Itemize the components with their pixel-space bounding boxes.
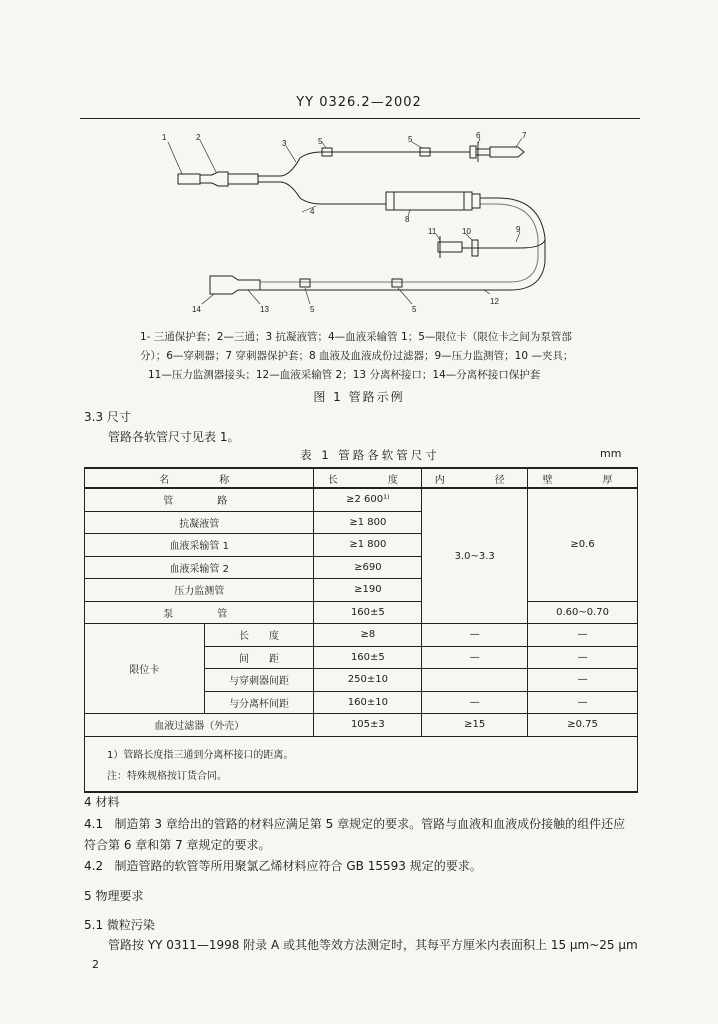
section-5-1-text: 管路按 YY 0311—1998 附录 A 或其他等效方法测定时，其每平方厘米内表面积上 15 μm~25 μm	[108, 938, 638, 952]
table-note: 注：特殊规格按订货合同。	[85, 764, 638, 792]
callout-10: 10	[462, 227, 471, 236]
figure-caption: 图 1 管路示例	[313, 390, 405, 404]
page-number: 2	[92, 958, 99, 971]
table-row: 管 路 ≥2 600¹⁾ 3.0~3.3 ≥0.6	[85, 488, 638, 511]
clamp-lower-2	[392, 279, 402, 287]
callout-4: 4	[310, 207, 315, 216]
legend-line: 11—压力监测器接头；12—血液采输管 2；13 分离杯接口；14—分离杯接口保护套	[148, 369, 541, 381]
callout-9: 9	[516, 225, 521, 234]
spike-flange	[470, 146, 476, 158]
pressure-line	[462, 240, 545, 248]
callout-6: 6	[476, 131, 481, 140]
table-row: 血液采输管 1 ≥1 800	[85, 534, 638, 557]
callout-5b: 5	[408, 135, 413, 144]
filter-body	[386, 192, 472, 210]
table-unit: mm	[600, 447, 622, 460]
section-3-3-text: 管路各软管尺寸见表 1。	[108, 430, 240, 444]
table-caption: 表 1 管路各软管尺寸	[300, 448, 440, 462]
table-row: 限位卡 长 度 ≥8 — —	[85, 624, 638, 647]
tee-connector-part	[228, 174, 258, 184]
table-note-row	[85, 764, 638, 792]
pressure-connector	[438, 242, 462, 252]
callout-5: 5	[318, 137, 323, 146]
table-row: 抗凝液管 ≥1 800	[85, 511, 638, 534]
callout-5d: 5	[412, 305, 417, 314]
legend-line: 1- 三通保护套；2—三通；3 抗凝液管；4—血液采输管 1；5—限位卡（限位卡之间为泵管部	[140, 331, 572, 343]
table-row: 与分离杯间距 160±10 — —	[85, 691, 638, 714]
callout-2: 2	[196, 133, 201, 142]
figure-legend	[140, 328, 600, 385]
callout-14: 14	[192, 305, 201, 314]
section-5-heading: 5 物理要求	[84, 889, 144, 903]
header-inner: 内 径	[422, 468, 528, 488]
table-note-row	[85, 736, 638, 764]
standard-header: YY 0326.2—2002	[296, 95, 422, 110]
cup-connector	[210, 276, 260, 294]
table-row: 间 距 160±5 — —	[85, 646, 638, 669]
legend-line: 分）；6—穿刺器；7 穿刺器保护套；8 血液及血液成份过滤器；9—压力监测管；10 —夹具；	[140, 350, 574, 362]
table-row: 血液采输管 2 ≥690	[85, 556, 638, 579]
anticoag-tube	[258, 152, 470, 176]
callout-7: 7	[522, 131, 527, 140]
callout-11: 11	[428, 227, 437, 236]
spike-protector	[490, 147, 524, 157]
table-row: 压力监测管 ≥190	[85, 579, 638, 602]
section-4-heading: 4 材料	[84, 795, 120, 809]
group-inner-diameter: 3.0~3.3	[422, 488, 528, 624]
header-wall: 壁 厚	[528, 468, 638, 488]
tubing-diagram	[150, 128, 570, 318]
section-5-1-heading: 5.1 微粒污染	[84, 918, 155, 932]
limit-clamp-label: 限位卡	[85, 624, 205, 714]
table-row: 泵 管 160±5 0.60~0.70	[85, 601, 638, 624]
table-header-row	[85, 468, 638, 488]
header-name: 名 称	[85, 468, 314, 488]
tee-part	[200, 172, 228, 186]
callout-13: 13	[260, 305, 269, 314]
blood-line-2-outer	[260, 204, 538, 282]
dimensions-table	[84, 467, 638, 793]
section-4-1: 4.1 制造第 3 章给出的管路的材料应满足第 5 章规定的要求。管路与血液和血液成份接触的组件还应 符合第 6 章和第 7 章规定的要求。 4.2 制造管路的软管等所用聚氯乙烯材料应符合 GB 15593 规定的要求。	[84, 817, 626, 873]
table-row: 与穿刺器间距 250±10 —	[85, 669, 638, 692]
group-wall-thickness: ≥0.6	[528, 488, 638, 601]
header-rule	[80, 118, 640, 119]
clamp-lower-1	[300, 279, 310, 287]
table-row: 血液过滤器（外壳） 105±3 ≥15 ≥0.75	[85, 714, 638, 737]
callout-8: 8	[405, 215, 410, 224]
callout-5c: 5	[310, 305, 315, 314]
tee-protector-part	[178, 174, 200, 184]
header-length: 长 度	[314, 468, 422, 488]
table-footnote: 1）管路长度指三通到分离杯接口的距离。	[85, 736, 638, 764]
callout-3: 3	[282, 139, 287, 148]
blood-line-1	[258, 182, 386, 204]
section-3-3-heading: 3.3 尺寸	[84, 410, 131, 424]
callout-12: 12	[490, 297, 499, 306]
callout-1: 1	[162, 133, 167, 142]
